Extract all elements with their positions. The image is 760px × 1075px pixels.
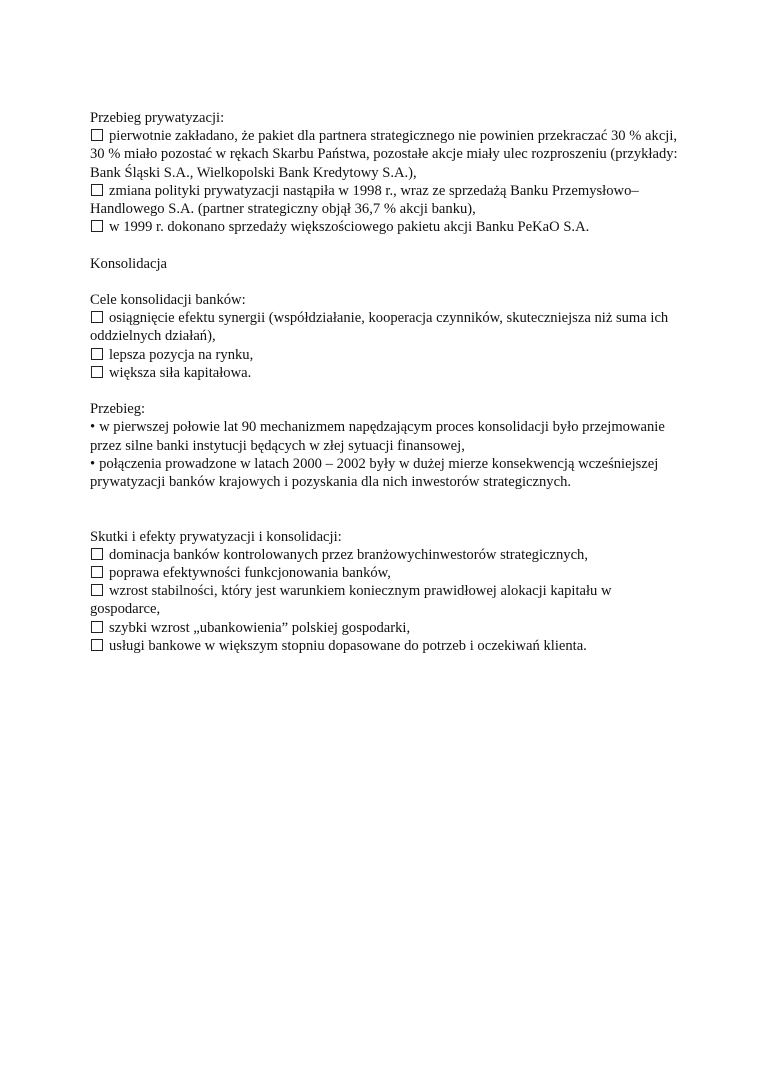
list-item [90,309,680,345]
section-heading-course: Przebieg: [90,401,146,418]
missing-glyph-box-icon [91,566,103,578]
list-item-text: połączenia prowadzone w latach 2000 – 2002 były w dużej mierze konsekwencją wcześniejszej prywatyzacji banków krajowych i pozyskania dla nich inwestorów strategicznych. [90,455,659,491]
list-item-text: wzrost stabilności, który jest warunkiem koniecznym prawidłowej alokacji kapitału w gospodarce, [90,583,612,618]
list-item [90,546,680,564]
list-item-text: pierwotnie zakładano, że pakiet dla partnera strategicznego nie powinien przekraczać 30 % akcji, 30 % miało pozostać w rękach Skarbu Państwa, pozostałe akcje miały ulec rozproszeniu (przykłady: Bank Śląski S.A., Wielkopolski Bank Kredytowy S.A.), [90,128,678,181]
bullet-icon: • [90,455,96,472]
section-heading-privatization-course: Przebieg prywatyzacji: [90,110,225,126]
list-item-text: w pierwszej połowie lat 90 mechanizmem napędzającym proces konsolidacji było przejmowanie przez silne banki instytucji będących w złej sytuacji finansowej, [90,419,665,454]
list-item-text: lepsza pozycja na rynku, [109,346,254,363]
missing-glyph-box-icon [91,584,103,596]
list-item-text: poprawa efektywności funkcjonowania banków, [109,565,391,582]
spacer [90,273,680,291]
document-body [90,109,680,655]
missing-glyph-box-icon [91,621,103,633]
list-item-text: usługi bankowe w większym stopniu dopasowane do potrzeb i oczekiwań klienta. [109,637,587,654]
missing-glyph-box-icon [91,184,103,196]
missing-glyph-box-icon [91,548,103,560]
missing-glyph-box-icon [91,311,103,323]
spacer [90,236,680,254]
list-item [90,218,680,236]
list-item-text: osiągnięcie efektu synergii (współdziałanie, kooperacja czynników, skuteczniejsza niż suma ich oddzielnych działań), [90,310,669,345]
list-item-text: w 1999 r. dokonano sprzedaży większościowego pakietu akcji Banku PeKaO S.A. [109,219,590,236]
spacer [90,491,680,527]
list-item-text: szybki wzrost „ubankowienia” polskiej gospodarki, [109,619,411,636]
section-heading-effects: Skutki i efekty prywatyzacji i konsolidacji: [90,528,342,545]
list-item [90,127,680,182]
list-item [90,346,680,364]
section-heading-consolidation: Konsolidacja [90,255,168,272]
list-item [90,582,680,618]
bullet-icon: • [90,419,96,436]
missing-glyph-box-icon [91,639,103,651]
list-item-text: dominacja banków kontrolowanych przez branżowychinwestorów strategicznych, [109,546,588,563]
missing-glyph-box-icon [91,366,103,378]
spacer [90,382,680,400]
list-item [90,418,680,454]
list-item-text: większa siła kapitałowa. [109,364,252,381]
missing-glyph-box-icon [91,129,103,141]
list-item-text: zmiana polityki prywatyzacji nastąpiła w 1998 r., wraz ze sprzedażą Banku Przemysłowo–Handlowego S.A. (partner strategiczny objął 36,7 % akcji banku), [90,182,639,218]
list-item [90,564,680,582]
missing-glyph-box-icon [91,220,103,232]
list-item [90,619,680,637]
section-heading-consolidation-goals: Cele konsolidacji banków: [90,292,246,308]
list-item [90,455,680,491]
list-item [90,364,680,382]
list-item [90,637,680,655]
missing-glyph-box-icon [91,348,103,360]
list-item [90,182,680,218]
